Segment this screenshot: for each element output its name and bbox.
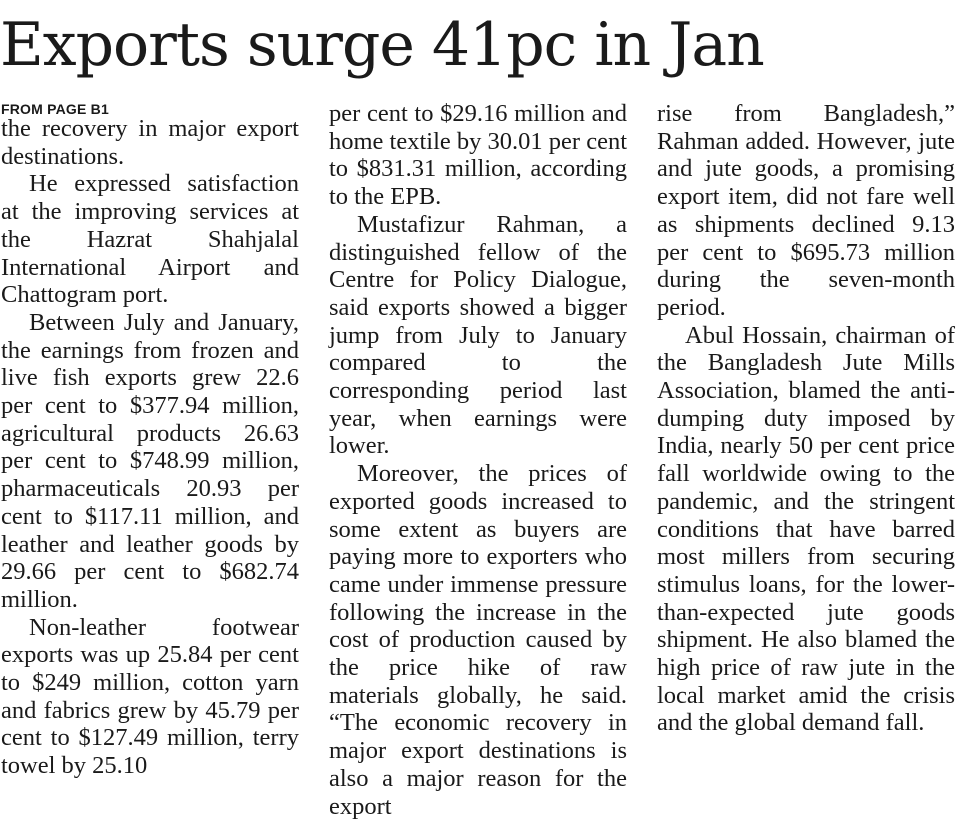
paragraph: Mustafizur Rahman, a distinguished fellow of the Centre for Policy Dialogue, said exports showed a bigger jump from July to January compared to the corresponding period last year, when earnings were lower.: [329, 210, 627, 460]
paragraph: Non-leather footwear exports was up 25.84 per cent to $249 million, cotton yarn and fabrics grew by 45.79 per cent to $127.49 million, terry towel by 25.10: [1, 613, 299, 780]
paragraph: per cent to $29.16 million and home textile by 30.01 per cent to $831.31 million, according to the EPB.: [329, 100, 627, 211]
paragraph: Between July and January, the earnings from frozen and live fish exports grew 22.6 per cent to $377.94 million, agricultural products 26.63 per cent to $748.99 million, pharmaceuticals 20.93 per cent to $117.11 million, and leather and leather goods by 29.66 per cent to $682.74 million.: [1, 308, 299, 613]
paragraph: the recovery in major export destinations.: [1, 115, 299, 170]
article-column-2: [329, 100, 627, 820]
paragraph: He expressed satisfaction at the improving services at the Hazrat Shahjalal International Airport and Chattogram port.: [1, 170, 299, 309]
paragraph: Abul Hossain, chairman of the Bangladesh Jute Mills Association, blamed the anti-dumping duty imposed by India, nearly 50 per cent price fall worldwide owing to the pandemic, and the stringent conditions that have barred most millers from securing stimulus loans, for the lower-than-expected jute goods shipment. He also blamed the high price of raw jute in the local market amid the crisis and the global demand fall.: [657, 321, 955, 737]
headline: Exports surge 41pc in Jan: [0, 10, 764, 80]
paragraph: Moreover, the prices of exported goods increased to some extent as buyers are paying more to exporters who came under immense pressure following the increase in the cost of production caused by the price hike of raw materials globally, he said. “The economic recovery in major export destinations is also a major reason for the export: [329, 460, 627, 820]
jump-line: FROM PAGE B1: [1, 101, 109, 117]
article-column-1: [1, 100, 299, 780]
paragraph: rise from Bangladesh,” Rahman added. However, jute and jute goods, a promising export item, did not fare well as shipments declined 9.13 per cent to $695.73 million during the seven-month period.: [657, 100, 955, 321]
article-column-3: [657, 100, 955, 737]
